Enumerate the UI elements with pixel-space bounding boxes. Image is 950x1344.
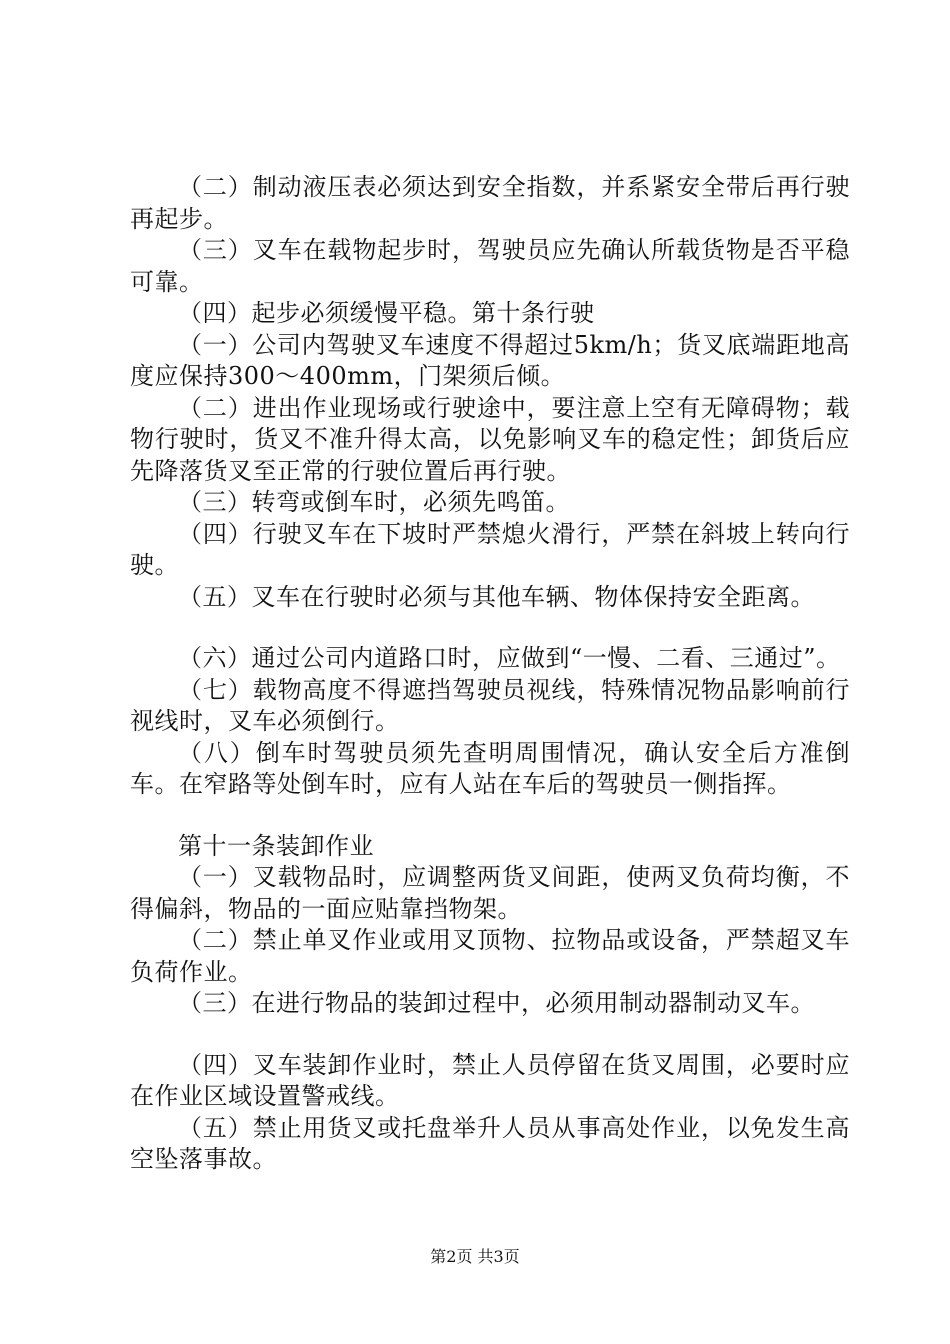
paragraph: （三）叉车在载物起步时，驾驶员应先确认所载货物是否平稳可靠。 [130,236,850,296]
paragraph: （四）行驶叉车在下坡时严禁熄火滑行，严禁在斜坡上转向行驶。 [130,519,850,579]
paragraph: （五）叉车在行驶时必须与其他车辆、物体保持安全距离。 [178,582,815,611]
paragraph: （二）制动液压表必须达到安全指数，并系紧安全带后再行驶再起步。 [130,173,850,233]
paragraph: （二）禁止单叉作业或用叉顶物、拉物品或设备，严禁超叉车负荷作业。 [130,926,850,986]
section-heading: 第十一条装卸作业 [178,831,374,860]
paragraph: （四）起步必须缓慢平稳。第十条行驶 [178,299,595,327]
paragraph: （六）通过公司内道路口时，应做到“一慢、二看、三通过”。 [178,644,841,672]
paragraph: （三）在进行物品的装卸过程中，必须用制动器制动叉车。 [178,989,815,1017]
paragraph: （一）叉载物品时，应调整两货叉间距，使两叉负荷均衡，不得偏斜，物品的一面应贴靠挡物架。 [130,863,850,923]
paragraph: （一）公司内驾驶叉车速度不得超过5km/h；货叉底端距地高度应保持300～400mm，门架须后倾。 [130,330,850,390]
paragraph: （五）禁止用货叉或托盘举升人员从事高处作业，以免发生高空坠落事故。 [130,1113,850,1173]
document-body [130,172,850,1176]
paragraph: （二）进出作业现场或行驶途中，要注意上空有无障碍物；载物行驶时，货叉不准升得太高，以免影响叉车的稳定性；卸货后应先降落货叉至正常的行驶位置后再行驶。 [130,393,850,485]
paragraph: （三）转弯或倒车时，必须先鸣笛。 [178,488,570,516]
paragraph: （八）倒车时驾驶员须先查明周围情况，确认安全后方准倒车。在窄路等处倒车时，应有人站在车后的驾驶员一侧指挥。 [130,738,850,798]
page-number-footer: 第2页 共3页 [430,1247,520,1266]
paragraph: （四）叉车装卸作业时，禁止人员停留在货叉周围，必要时应在作业区域设置警戒线。 [130,1050,850,1110]
paragraph: （七）载物高度不得遮挡驾驶员视线，特殊情况物品影响前行视线时，叉车必须倒行。 [130,675,850,735]
